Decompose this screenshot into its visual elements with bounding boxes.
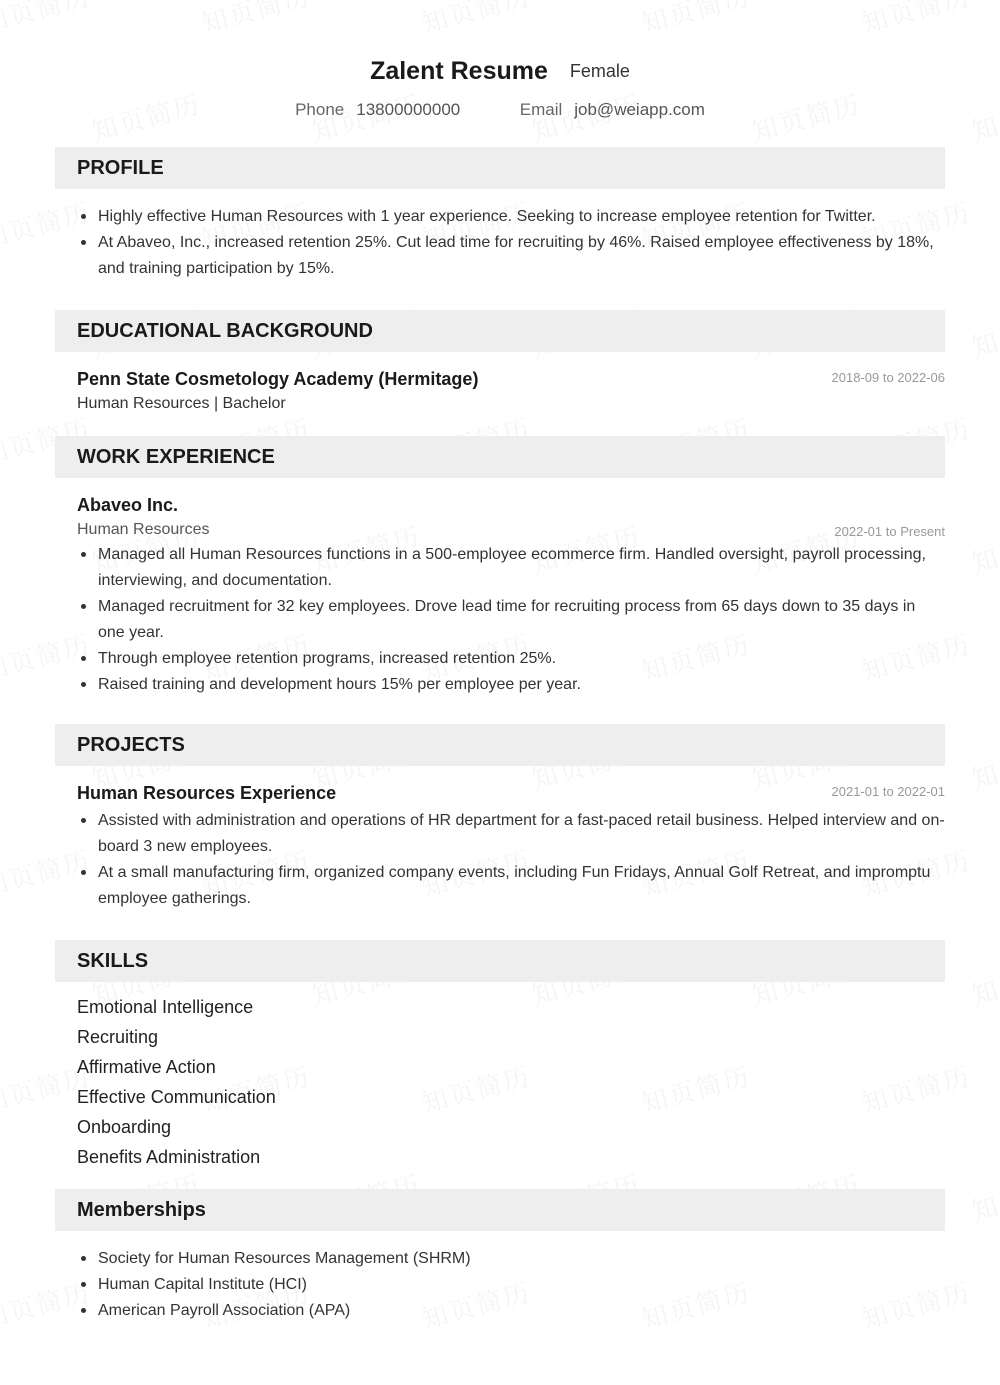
school-name: Penn State Cosmetology Academy (Hermitage) [77,369,479,389]
education-entry [77,366,945,416]
memberships-list [77,1246,945,1324]
phone-label: Phone [295,100,345,119]
work-list [77,542,945,698]
watermark-text [967,516,1000,581]
membership-item: Human Capital Institute (HCI) [77,1272,945,1298]
work-section-header [55,436,945,478]
phone-value: 13800000000 [356,100,461,119]
education-section-header [55,310,945,352]
work-bullet: Raised training and development hours 15% per employee per year. [77,672,945,698]
watermark-text [87,1380,205,1385]
memberships-section-title: Memberships [77,1199,206,1221]
membership-item: Society for Human Resources Management (SHRM) [77,1246,945,1272]
skill-item: Affirmative Action [77,1057,216,1077]
contact-info [0,98,1000,122]
candidate-name: Zalent Resume [370,57,548,85]
email-value: job@weiapp.com [574,100,705,119]
skill-item: Recruiting [77,1027,159,1047]
skills-list [77,992,945,1172]
job-role: Human Resources [77,521,210,538]
work-section-title: WORK EXPERIENCE [77,446,275,468]
watermark-text [857,0,975,41]
company-name: Abaveo Inc. [77,495,179,515]
work-bullet: Managed all Human Resources functions in a 500-employee ecommerce firm. Handled oversight, payroll processing, interviewing, and documentation. [77,542,945,594]
watermark-text [967,300,1000,365]
profile-item: At Abaveo, Inc., increased retention 25%. Cut lead time for recruiting by 46%. Raised employee effectiveness by 18%, and training participation by 15%. [77,230,945,282]
membership-item: American Payroll Association (APA) [77,1298,945,1324]
education-section-title: EDUCATIONAL BACKGROUND [77,320,373,342]
projects-section-title: PROJECTS [77,734,185,756]
projects-section-header [55,724,945,766]
project-list [77,808,945,912]
watermark-text [747,1380,865,1385]
watermark-text [637,0,755,41]
watermark-text [967,732,1000,797]
project-entry [77,780,945,912]
resume-header [0,52,1000,122]
watermark-text [967,948,1000,1013]
work-date: 2022-01 to Present [834,524,945,539]
education-detail: Human Resources | Bachelor [77,395,286,412]
memberships-section [77,1246,945,1324]
project-date: 2021-01 to 2022-01 [831,784,945,799]
project-bullet: At a small manufacturing firm, organized company events, including Fun Fridays, Annual Golf Retreat, and impromptu employee gatherings. [77,860,945,912]
skill-item: Effective Communication [77,1087,276,1107]
memberships-section-header [55,1189,945,1231]
profile-section-header [55,147,945,189]
watermark-text [417,0,535,41]
watermark-text [0,0,95,41]
watermark-text [967,1380,1000,1385]
watermark-text [197,0,315,41]
skill-item: Emotional Intelligence [77,997,254,1017]
project-bullet: Assisted with administration and operations of HR department for a fast-paced retail business. Helped interview and on-board 3 new employees. [77,808,945,860]
watermark-text [527,1380,645,1385]
skill-item: Benefits Administration [77,1147,261,1167]
profile-list [77,204,945,282]
work-bullet: Managed recruitment for 32 key employees. Drove lead time for recruiting process from 65 days down to 35 days in one year. [77,594,945,646]
work-entry [77,492,945,698]
profile-section [77,204,945,282]
profile-section-title: PROFILE [77,157,164,179]
project-name: Human Resources Experience [77,783,337,803]
email-label: Email [519,100,563,119]
profile-item: Highly effective Human Resources with 1 year experience. Seeking to increase employee retention for Twitter. [77,204,945,230]
skills-section-header [55,940,945,982]
skills-section-title: SKILLS [77,950,149,972]
watermark-text [967,1164,1000,1229]
candidate-gender: Female [569,61,630,81]
watermark-text [307,1380,425,1385]
skill-item: Onboarding [77,1117,172,1137]
education-date: 2018-09 to 2022-06 [831,370,945,385]
work-bullet: Through employee retention programs, increased retention 25%. [77,646,945,672]
